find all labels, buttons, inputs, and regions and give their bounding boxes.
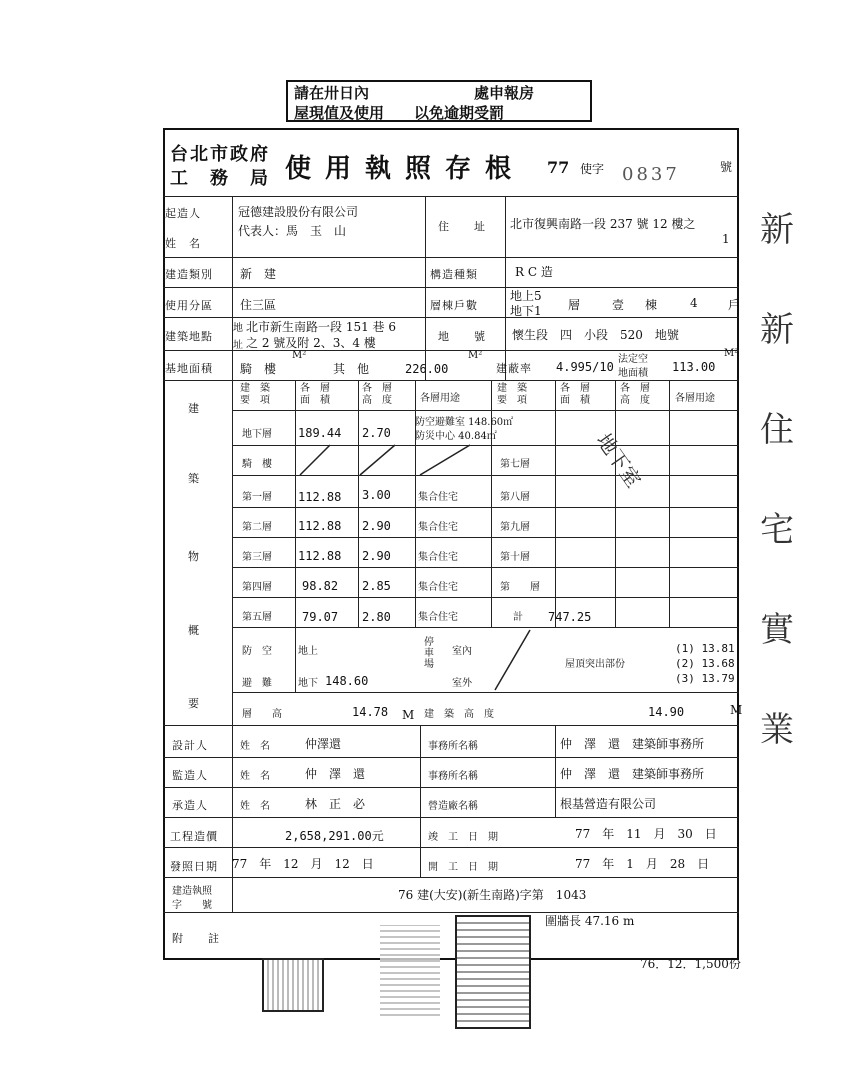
shelter-above: 地上	[298, 646, 318, 657]
total-label: 計	[513, 612, 523, 623]
approval-seal	[455, 915, 531, 1029]
contractor-office: 根基營造有限公司	[560, 797, 657, 811]
supervisor-label: 監造人	[172, 769, 208, 782]
print-info: 76．12．1,500份	[640, 957, 741, 971]
note-label: 附 註	[172, 932, 220, 945]
contractor-office-label: 營造廠名稱	[428, 801, 478, 812]
floor-height-value: 14.78	[352, 705, 389, 719]
col-head-area-2: 各 層 面 積	[560, 383, 590, 406]
building-label-char: 建	[188, 402, 200, 415]
shelter-below-value: 148.60	[325, 674, 369, 688]
row-use: 集合住宅	[418, 492, 458, 503]
shelter-bi: 避 難	[242, 678, 272, 689]
col-head-items: 建 築 要 項	[240, 383, 270, 406]
designer-name-label: 姓 名	[240, 741, 270, 752]
permit-word: 使字	[580, 162, 605, 176]
floors-above: 地上5	[510, 289, 542, 303]
site-di: 地	[233, 323, 243, 334]
base-area-label: 基地面積	[165, 362, 213, 375]
zone-label: 使用分區	[165, 299, 213, 312]
row-use: 集合住宅	[418, 582, 458, 593]
note-value: 圍牆長 47.16 m	[545, 914, 635, 928]
contractor-label: 承造人	[172, 799, 208, 812]
qilou-label: 騎 樓	[240, 362, 277, 376]
build-type-value: 新 建	[240, 267, 277, 281]
col-head-area: 各 層 面 積	[300, 383, 330, 406]
row-name-2: 第九層	[500, 522, 530, 533]
org-dept: 工 務 局	[170, 168, 270, 189]
building-label-char: 要	[188, 697, 200, 710]
unit-m2: M²	[724, 348, 739, 359]
parking-label: 停車場	[424, 637, 434, 670]
structure-label: 構造種類	[430, 268, 478, 281]
other-label: 其 他	[333, 362, 370, 376]
contractor-name: 林 正 必	[305, 797, 366, 811]
bldg-height-label: 建 築 高 度	[424, 709, 494, 720]
permit-label-1: 建造執照	[172, 886, 212, 897]
address-value: 北市復興南路一段 237 號 12 樓之	[510, 217, 696, 231]
site-zhi: 址	[233, 340, 243, 351]
building-label-char: 物	[188, 550, 200, 563]
row-use: 集合住宅	[418, 552, 458, 563]
owner-name: 冠德建設股份有限公司	[238, 205, 359, 219]
roof-value-3: (3) 13.79	[675, 672, 735, 685]
floor-height-label: 層 高	[242, 709, 282, 720]
coverage-value: 4.995/10	[556, 360, 614, 374]
row-name: 第一層	[242, 492, 272, 503]
parking-indoor: 室內	[452, 646, 472, 657]
supervisor-name-label: 姓 名	[240, 771, 270, 782]
floors-label: 層棟戶數	[430, 299, 478, 312]
row-height: 2.80	[362, 610, 391, 624]
zone-value: 住三區	[240, 298, 277, 312]
issue-date: 77 年 12 月 12 日	[232, 857, 374, 871]
floors-count: 壹	[612, 298, 625, 312]
row-area: 98.82	[302, 579, 339, 593]
row-height: 3.00	[362, 488, 391, 502]
supervisor-office-label: 事務所名稱	[428, 771, 478, 782]
build-type-label: 建造類別	[165, 268, 213, 281]
floors-dong: 棟	[645, 298, 658, 312]
site-value-2: 之 2 號及附 2、3、4 樓	[246, 336, 376, 350]
row-height: 2.85	[362, 579, 391, 593]
col-head-use-2: 各層用途	[675, 393, 715, 404]
row-name-2: 第七層	[500, 459, 530, 470]
handwritten-center-note: 地下室	[591, 428, 646, 492]
cost-value: 2,658,291.00元	[285, 829, 384, 843]
bldg-height-value: 14.90	[648, 705, 685, 719]
row-name-2: 第八層	[500, 492, 530, 503]
floors-hu-count: 4	[690, 296, 698, 310]
owner-name-label: 姓 名	[165, 237, 201, 250]
address-value-2: 1	[722, 232, 730, 246]
notice-line-1: 請在卅日內 處申報房	[294, 84, 535, 102]
designer-name: 仲澤還	[305, 737, 342, 751]
row-name: 騎 樓	[242, 459, 272, 470]
row-area: 112.88	[298, 490, 342, 504]
permit-value: 76 建(大安)(新生南路)字第 1043	[398, 888, 587, 902]
issue-date-label: 發照日期	[170, 860, 218, 873]
unit-m: M	[402, 708, 415, 722]
site-label: 建築地點	[165, 330, 213, 343]
col-head-items-2: 建 築 要 項	[497, 383, 527, 406]
row-area: 189.44	[298, 426, 342, 440]
designer-office: 仲 澤 還 建築師事務所	[560, 737, 705, 751]
org-name: 台北市政府	[170, 144, 270, 165]
unit-m2: M²	[468, 350, 483, 361]
other-value: 226.00	[405, 362, 449, 376]
building-label-char: 築	[188, 472, 200, 485]
owner-rep: 代表人：馬 玉 山	[238, 224, 347, 238]
done-date-label: 竣 工 日 期	[428, 832, 498, 843]
row-name: 第二層	[242, 522, 272, 533]
row-area: 112.88	[298, 549, 342, 563]
parking-outdoor: 室外	[452, 678, 472, 689]
supervisor-name: 仲 澤 還	[305, 767, 366, 781]
unit-m2: M²	[292, 350, 307, 361]
row-height: 2.90	[362, 519, 391, 533]
roof-label: 屋頂突出部份	[565, 659, 625, 670]
row-use: 集合住宅	[418, 522, 458, 533]
row-name: 第四層	[242, 582, 272, 593]
start-date: 77 年 1 月 28 日	[575, 857, 710, 871]
row-area: 79.07	[302, 610, 339, 624]
roof-value-1: (1) 13.81	[675, 642, 735, 655]
row-name-2: 第十層	[500, 552, 530, 563]
legal-space-value: 113.00	[672, 360, 716, 374]
row-name: 第五層	[242, 612, 272, 623]
supervisor-office: 仲 澤 還 建築師事務所	[560, 767, 705, 781]
row-use: 防空避難室 148.60㎡	[415, 417, 514, 428]
legal-space-label-2: 地面積	[618, 368, 648, 379]
row-name-2: 第 層	[500, 582, 540, 593]
row-height: 2.90	[362, 549, 391, 563]
coverage-label: 建蔽率	[496, 362, 532, 375]
floors-hu: 戶	[728, 298, 741, 312]
shelter-below: 地下	[298, 678, 318, 689]
floors-below: 地下1	[510, 304, 542, 318]
address-label: 住 址	[438, 220, 486, 233]
legal-space-label-1: 法定空	[618, 354, 648, 365]
designer-office-label: 事務所名稱	[428, 741, 478, 752]
seal-stamp	[262, 958, 324, 1012]
designer-label: 設計人	[172, 739, 208, 752]
row-use-2: 防災中心 40.84㎡	[415, 431, 497, 442]
row-name: 地下層	[242, 429, 272, 440]
contractor-name-label: 姓 名	[240, 801, 270, 812]
building-label-char: 概	[188, 624, 200, 637]
floors-ceng: 層	[568, 298, 581, 312]
signature-seal	[380, 925, 440, 1020]
lot-value: 懷生段 四 小段 520 地號	[512, 328, 679, 342]
page-title: 使用執照存根	[285, 154, 526, 184]
row-name: 第三層	[242, 552, 272, 563]
structure-value: R C 造	[515, 265, 553, 279]
col-head-use: 各層用途	[420, 393, 460, 404]
handwritten-side-note: 新新住宅實業	[760, 210, 794, 750]
row-height: 2.70	[362, 426, 391, 440]
shelter-fang: 防 空	[242, 646, 272, 657]
site-value-1: 北市新生南路一段 151 巷 6	[246, 320, 396, 334]
permit-number: 0837	[622, 164, 680, 185]
owner-label: 起造人	[165, 207, 201, 220]
total-area: 747.25	[548, 610, 592, 624]
done-date: 77 年 11 月 30 日	[575, 827, 717, 841]
unit-m: M	[730, 703, 743, 717]
col-head-height-2: 各 層 高 度	[620, 383, 650, 406]
row-area: 112.88	[298, 519, 342, 533]
roof-value-2: (2) 13.68	[675, 657, 735, 670]
permit-hao: 號	[720, 160, 733, 174]
row-use: 集合住宅	[418, 612, 458, 623]
start-date-label: 開 工 日 期	[428, 862, 498, 873]
permit-label-2: 字 號	[172, 900, 212, 911]
lot-label: 地 號	[438, 330, 486, 343]
col-head-height: 各 層 高 度	[362, 383, 392, 406]
notice-line-2: 屋現值及使用 以免逾期受罰	[294, 104, 505, 122]
cost-label: 工程造價	[170, 830, 218, 843]
permit-year: 77	[547, 158, 570, 177]
